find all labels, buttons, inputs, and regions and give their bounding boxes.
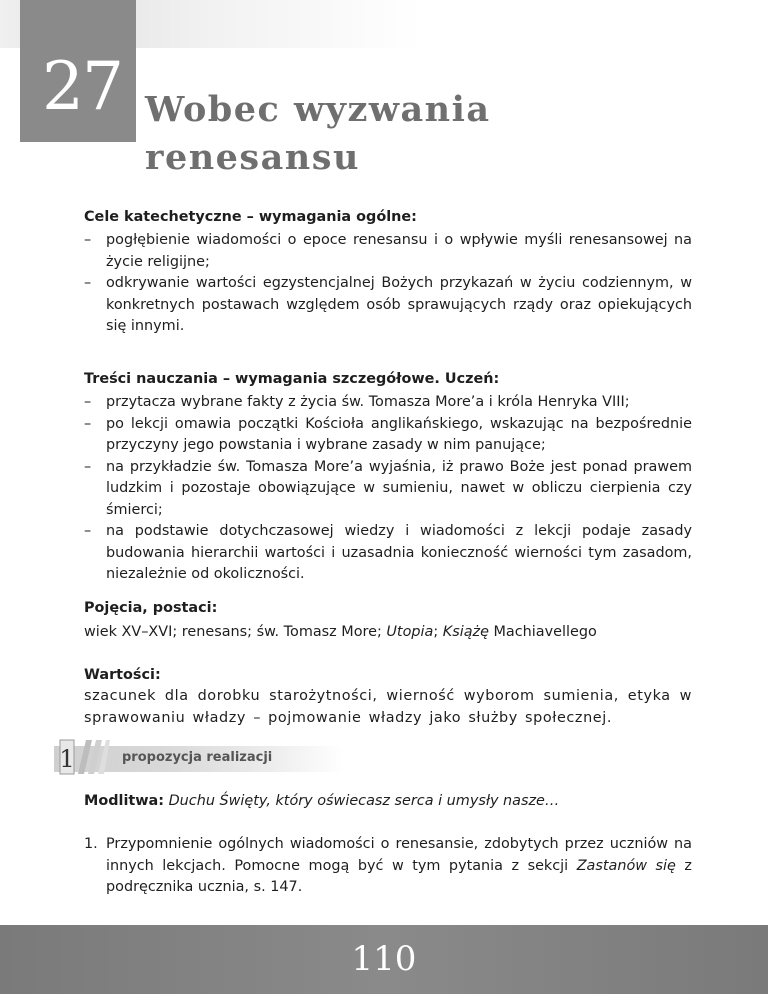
step-text-after: z podręcznika ucznia, s. 147. [106, 857, 692, 895]
proposal-number: 1 [59, 745, 75, 773]
chapter-title-line1: Wobec wyzwania [145, 89, 491, 130]
pojecia-heading: Pojęcia, postaci: [84, 600, 218, 616]
step-text-italic: Zastanów się [576, 857, 676, 874]
proposal-number-icon [58, 738, 110, 776]
steps-list [84, 834, 692, 899]
list-item: – pogłębienie wiadomości o epoce renesansu i o wpływie myśli renesansowej na życie religijne; [84, 230, 692, 273]
modlitwa-label: Modlitwa: [84, 793, 165, 809]
list-item: – po lekcji omawia początki Kościoła anglikańskiego, wskazując na bezpośrednie przyczyny jego powstania i wybrane zasady w nim panujące; [84, 414, 692, 457]
modlitwa-line [84, 791, 559, 813]
pojecia-text [84, 622, 692, 644]
chapter-title-line2: renesansu [145, 137, 360, 178]
list-item: – na podstawie dotychczasowej wiedzy i wiadomości z lekcji podaje zasady budowania hierarchii wartości i uzasadnia konieczność wierności tym zasadom, niezależnie od okoliczności. [84, 521, 692, 586]
list-item: – na przykładzie św. Tomasza More’a wyjaśnia, iż prawo Boże jest ponad prawem ludzkim i pozostaje obowiązujące w sumieniu, nawet w obliczu cierpienia czy śmierci; [84, 457, 692, 522]
list-item: – przytacza wybrane fakty z życia św. Tomasza More’a i króla Henryka VIII; [84, 392, 692, 414]
pojecia-text-after: Machiavellego [488, 624, 597, 640]
cele-heading: Cele katechetyczne – wymagania ogólne: [84, 209, 417, 225]
list-item [84, 834, 692, 899]
step-number: 1. [84, 836, 98, 852]
utopia-title: Utopia [386, 624, 434, 640]
chapter-number-box [20, 0, 136, 142]
tresci-heading: Treści nauczania – wymagania szczegółowe. Uczeń: [84, 371, 500, 387]
wartosci-heading: Wartości: [84, 667, 161, 683]
tresci-list [84, 392, 692, 586]
chapter-title [145, 86, 491, 182]
ksiaze-title: Książę [442, 624, 489, 640]
page-number: 110 [351, 939, 417, 979]
pojecia-separator: ; [433, 624, 443, 640]
step-text-before: Przypomnienie ogólnych wiadomości o renesansie, zdobytych przez uczniów na innych lekcjach. Pomocne mogą być w tym pytania z sekcji [106, 836, 692, 874]
wartosci-text: szacunek dla dorobku starożytności, wierność wyborom sumienia, etyka w sprawowaniu władzy – pojmowanie władzy jako służby społecznej. [84, 688, 692, 726]
list-item: – odkrywanie wartości egzystencjalnej Bożych przykazań w życiu codziennym, w konkretnych postawach względem osób sprawujących rządy oraz opiekujących się innymi. [84, 273, 692, 338]
modlitwa-text: Duchu Święty, który oświecasz serca i umysły nasze… [164, 793, 560, 809]
proposal-label: propozycja realizacji [122, 750, 273, 765]
page-footer [0, 925, 768, 994]
chapter-number: 27 [42, 48, 122, 125]
pojecia-text-plain: wiek XV–XVI; renesans; św. Tomasz More; [84, 624, 387, 640]
cele-list [84, 230, 692, 338]
